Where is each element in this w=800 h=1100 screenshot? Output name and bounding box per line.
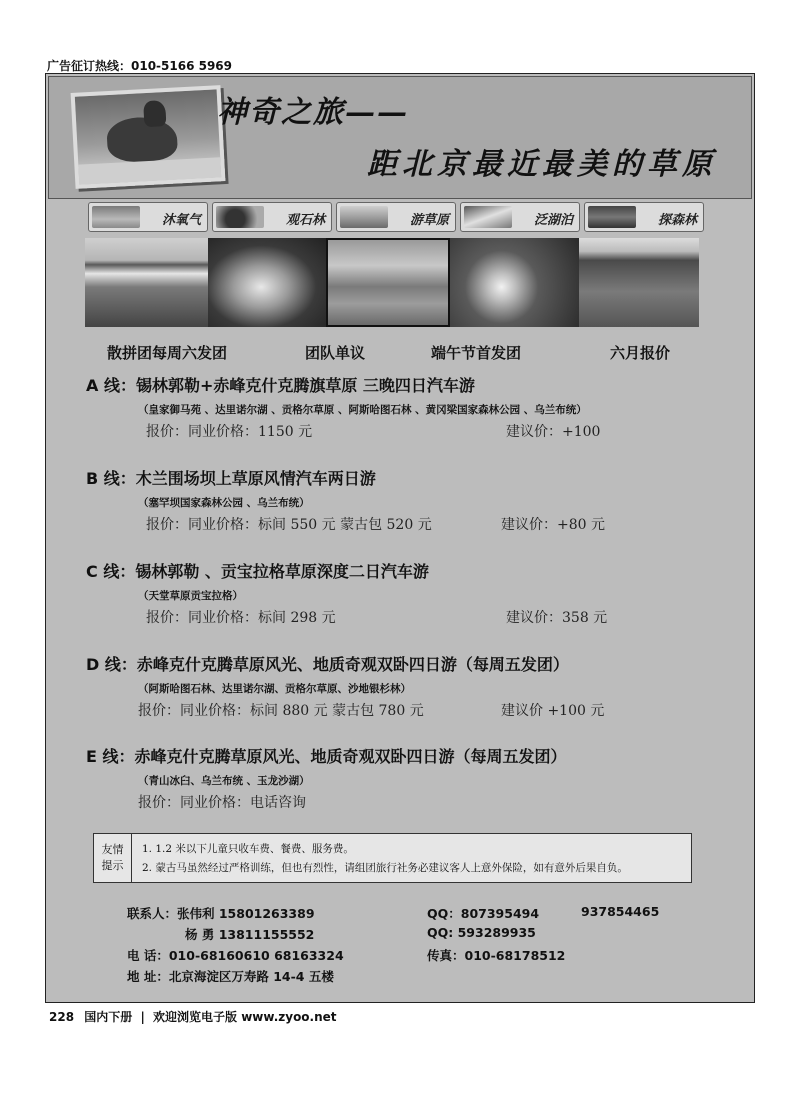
header-rock-photo	[71, 85, 226, 189]
tab-label: 沐氧气	[161, 213, 201, 228]
footer-separator: |	[140, 1010, 145, 1024]
route-price: 报价：同业价格：1150 元	[146, 424, 313, 440]
tab-label: 游草原	[409, 213, 449, 228]
route-title: B 线：木兰围场坝上草原风情汽车两日游	[86, 469, 376, 488]
contact-phone: 电 话：010-68160610 68163324	[127, 948, 344, 963]
route-title: A 线：锡林郭勒+赤峰克什克腾旗草原 三晚四日汽车游	[86, 376, 475, 395]
route-d	[86, 652, 726, 722]
route-a	[86, 373, 726, 443]
route-price: 报价：同业价格：标间 298 元	[146, 610, 336, 626]
notice-tag-line1: 友情	[101, 843, 124, 856]
route-spots: （天堂草原贡宝拉格）	[138, 590, 243, 602]
tab-label: 观石林	[285, 213, 325, 228]
route-spots: （塞罕坝国家森林公园 、乌兰布统）	[138, 497, 310, 509]
title-line1: 神奇之旅——	[217, 95, 409, 130]
feature-tabs	[88, 202, 697, 234]
notice-tag	[94, 834, 132, 882]
tab-lake	[460, 202, 580, 232]
notice-items	[142, 840, 628, 878]
tab-label: 泛湖泊	[533, 213, 573, 228]
page-number: 228	[49, 1010, 75, 1024]
tab-oxygen	[88, 202, 208, 232]
route-price: 报价：同业价格：标间 550 元 蒙古包 520 元	[146, 517, 432, 533]
photo-strip	[85, 238, 699, 327]
ad-hotline: 广告征订热线：010-5166 5969	[47, 59, 233, 73]
contact-person-1: 联系人：张伟利 15801263389	[127, 906, 315, 921]
route-spots: （阿斯哈图石林、达里诺尔湖、贡格尔草原、沙地银杉林）	[138, 683, 411, 695]
notice-item: 2. 蒙古马虽然经过严格训练，但也有烈性，请组团旅行社务必建议客人上意外保险，如有意外后果自负。	[142, 862, 628, 874]
promo-dragon-boat: 端午节首发团	[431, 344, 522, 362]
title-line2: 距北京最近最美的草原	[367, 147, 717, 182]
photo-herd-grassland	[326, 238, 450, 327]
tab-thumb	[464, 206, 512, 228]
photo-forest-hills	[579, 238, 699, 327]
route-price-row	[86, 700, 726, 722]
notice-item: 1. 1.2 米以下儿童只收车费、餐费、服务费。	[142, 843, 354, 855]
tab-thumb	[92, 206, 140, 228]
photo-swan-lake	[450, 238, 579, 327]
photo-grassland-lake	[85, 238, 208, 327]
notice-tag-line2: 提示	[101, 859, 124, 872]
route-price: 报价：同业价格：电话咨询	[138, 795, 306, 811]
route-title: E 线：赤峰克什克腾草原风光、地质奇观双卧四日游（每周五发团）	[86, 747, 567, 766]
photo-stone-forest	[208, 238, 326, 327]
promo-weekly: 散拼团每周六发团	[107, 344, 228, 362]
friendly-notice	[93, 833, 692, 883]
contact-qq-2: QQ: 593289935	[427, 925, 536, 940]
route-suggest-price: 建议价：+80 元	[501, 517, 605, 533]
tab-grassland	[336, 202, 456, 232]
tab-label: 探森林	[657, 213, 697, 228]
tab-thumb	[216, 206, 264, 228]
route-price-row	[86, 514, 726, 536]
route-title: D 线：赤峰克什克腾草原风光、地质奇观双卧四日游（每周五发团）	[86, 655, 569, 674]
page-footer	[49, 1008, 337, 1025]
tab-thumb	[340, 206, 388, 228]
route-suggest-price: 建议价：358 元	[506, 610, 608, 626]
header-banner	[48, 76, 752, 199]
route-spots: （皇家御马苑 、达里诺尔湖 、贡格尔草原 、阿斯哈图石林 、黄冈梁国家森林公园 、乌兰布统）	[138, 404, 587, 416]
route-price-row	[86, 792, 726, 814]
route-price-row	[86, 421, 726, 443]
route-title: C 线：锡林郭勒 、贡宝拉格草原深度二日汽车游	[86, 562, 429, 581]
footer-slogan: 欢迎浏览电子版 www.zyoo.net	[153, 1010, 337, 1024]
contact-qq-1b: 937854465	[581, 904, 660, 919]
tab-thumb	[588, 206, 636, 228]
route-e	[86, 744, 726, 814]
route-suggest-price: 建议价：+100	[506, 424, 601, 440]
tab-forest	[584, 202, 704, 232]
route-suggest-price: 建议价 +100 元	[501, 703, 605, 719]
route-price-row	[86, 607, 726, 629]
promo-june-price: 六月报价	[610, 344, 671, 362]
contact-person-2: 杨 勇 13811155552	[185, 927, 315, 942]
section-name: 国内下册	[84, 1010, 133, 1024]
route-price: 报价：同业价格：标间 880 元 蒙古包 780 元	[138, 703, 424, 719]
route-b	[86, 466, 726, 536]
contact-fax: 传真：010-68178512	[427, 948, 566, 963]
ad-frame	[45, 73, 755, 1003]
contact-address: 地 址：北京海淀区万寿路 14-4 五楼	[127, 969, 334, 984]
route-c	[86, 559, 726, 629]
contact-qq-1: QQ：807395494	[427, 906, 540, 921]
promo-team: 团队单议	[305, 344, 366, 362]
tab-stone-forest	[212, 202, 332, 232]
route-spots: （青山冰臼、乌兰布统 、玉龙沙湖）	[138, 775, 310, 787]
